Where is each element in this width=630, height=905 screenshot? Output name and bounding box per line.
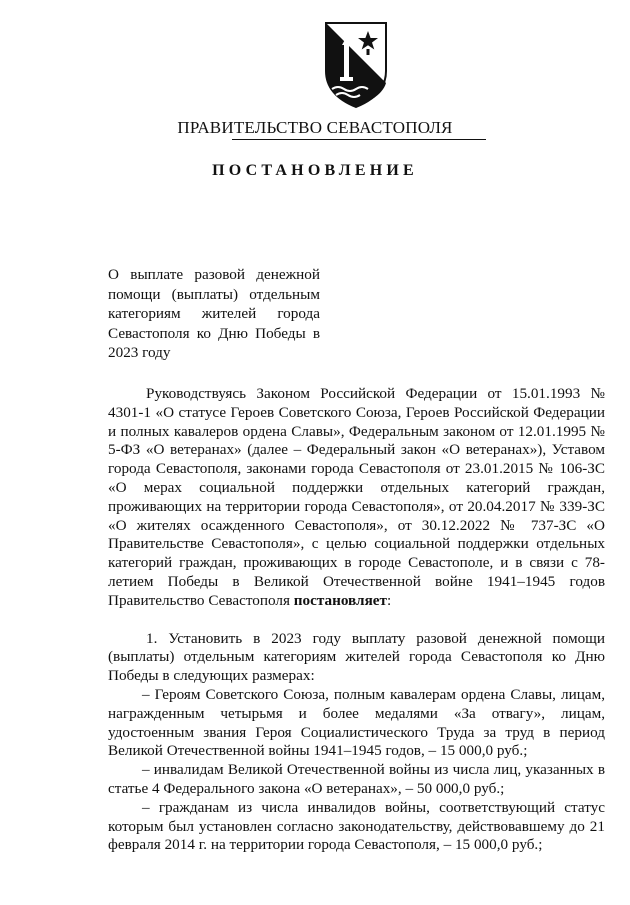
- government-name: ПРАВИТЕЛЬСТВО СЕВАСТОПОЛЯ: [177, 118, 453, 137]
- document-type: ПОСТАНОВЛЕНИЕ: [212, 162, 418, 179]
- list-item: – гражданам из числа инвалидов войны, соответствующий статус которым был установлен согласно законодательству, действовавшему до 21 февраля 2014 г. на территории города Севастополя, – 15 000,0 руб.;: [108, 798, 605, 854]
- list-item: – Героям Советского Союза, полным кавалерам ордена Славы, лицам, награжденным четырьмя и более медалями «За отвагу», лицам, удостоенным звания Героя Социалистического Труда за труд в период Великой Отечественной войны 1941–1945 годов, – 15 000,0 руб.;: [108, 685, 605, 760]
- document-subject: О выплате разовой денежной помощи (выплаты) отдельным категориям жителей города Севастополя ко Дню Победы в 2023 году: [108, 266, 320, 362]
- government-title: [0, 118, 630, 138]
- resolves-keyword: постановляет: [293, 591, 387, 609]
- document-body: [108, 385, 605, 855]
- title-underline: [232, 139, 486, 140]
- preamble-text: Руководствуясь Законом Российской Федерации от 15.01.1993 № 4301-1 «О статусе Героев Советского Союза, Героев Российской Федерации и полных кавалеров ордена Славы», Федеральным законом от 12.01.1995 № 5-ФЗ «О ветеранах» (далее – Федеральный закон «О ветеранах»), Уставом города Севастополя, законами города Севастополя от 23.01.2015 № 106-ЗС «О мерах социальной поддержки отдельных категорий граждан, проживающих на территории города Севастополя», от 20.04.2017 № 339-ЗС «О жителях осажденного Севастополя», от 30.12.2022 № 737-ЗС «О Правительстве Севастополя», с целью социальной поддержки отдельных категорий граждан, проживающих в городе Севастополе, и в связи с 78-летием Победы в Великой Отечественной войне 1941–1945 годов Правительство Севастополя: [108, 385, 605, 609]
- preamble-colon: :: [386, 591, 392, 609]
- coat-of-arms-icon: [322, 21, 390, 109]
- preamble-paragraph: [108, 385, 605, 611]
- point-1: 1. Установить в 2023 году выплату разовой денежной помощи (выплаты) отдельным категориям жителей города Севастополя ко Дню Победы в следующих размерах:: [108, 629, 605, 685]
- list-item: – инвалидам Великой Отечественной войны из числа лиц, указанных в статье 4 Федерального закона «О ветеранах», – 50 000,0 руб.;: [108, 761, 605, 797]
